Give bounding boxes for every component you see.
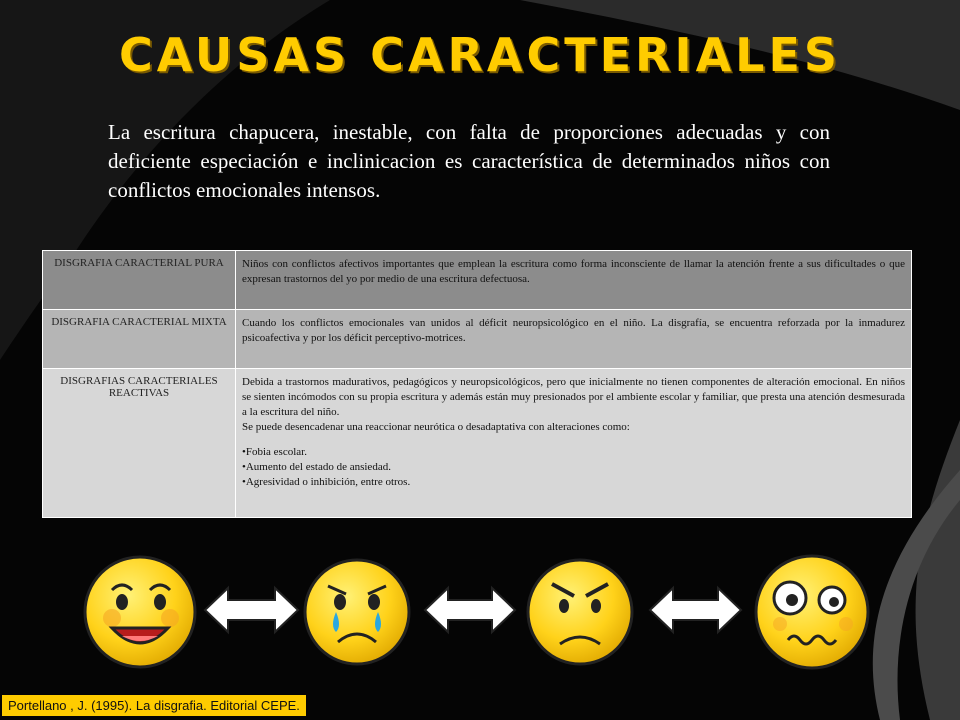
row-label: DISGRAFIA CARACTERIAL PURA bbox=[43, 251, 236, 310]
table-row bbox=[43, 251, 912, 310]
scared-face-icon bbox=[756, 556, 868, 668]
citation-footer: Portellano , J. (1995). La disgrafia. Editorial CEPE. bbox=[2, 695, 306, 716]
row-label: DISGRAFIAS CARACTERIALES REACTIVAS bbox=[43, 369, 236, 518]
spacer bbox=[242, 435, 905, 445]
disgrafia-table bbox=[42, 250, 912, 518]
row-description bbox=[236, 369, 912, 518]
double-arrow-icon bbox=[205, 588, 298, 632]
intro-paragraph: La escritura chapucera, inestable, con falta de proporciones adecuadas y con deficiente especiación e inclinicacion es característica de determinados niños con conflictos emocionales intensos. bbox=[108, 120, 830, 202]
row-label: DISGRAFIA CARACTERIAL MIXTA bbox=[43, 310, 236, 369]
angry-face-icon bbox=[528, 560, 632, 664]
table-row bbox=[43, 369, 912, 518]
row-description: Cuando los conflictos emocionales van unidos al déficit neuropsicológico en el niño. La disgrafía, se encuentra reforzada por la inmadurez psicoafectiva y por los déficit perceptivo-motrices. bbox=[236, 310, 912, 369]
crying-face-icon bbox=[305, 560, 409, 664]
row-description: Niños con conflictos afectivos importantes que emplean la escritura como forma inconsciente de llamar la atención frente a sus dificultades o que expresan trastornos del yo por medio de una escritura defectuosa. bbox=[236, 251, 912, 310]
double-arrow-icon bbox=[650, 588, 741, 632]
bullet-item: •Agresividad o inhibición, entre otros. bbox=[242, 476, 411, 488]
double-arrow-icon bbox=[425, 588, 515, 632]
page-title: CAUSAS CARACTERIALES bbox=[118, 28, 842, 82]
bullet-item: •Fobia escolar. bbox=[242, 446, 307, 458]
emotion-faces-row bbox=[0, 540, 960, 690]
row-description-extra: Se puede desencadenar una reaccionar neurótica o desadaptativa con alteraciones como: bbox=[242, 421, 630, 433]
table-row bbox=[43, 310, 912, 369]
row-description-text: Debida a trastornos madurativos, pedagógicos y neuropsicológicos, pero que inicialmente no tienen componentes de alteración emocional. En niños se sienten incómodos con su propia escritura y además están muy presionados por el ambiente escolar y familiar, que presta una atención desmesurada a la escritura del niño. bbox=[242, 376, 905, 418]
happy-face-icon bbox=[85, 557, 195, 667]
bullet-item: •Aumento del estado de ansiedad. bbox=[242, 461, 391, 473]
